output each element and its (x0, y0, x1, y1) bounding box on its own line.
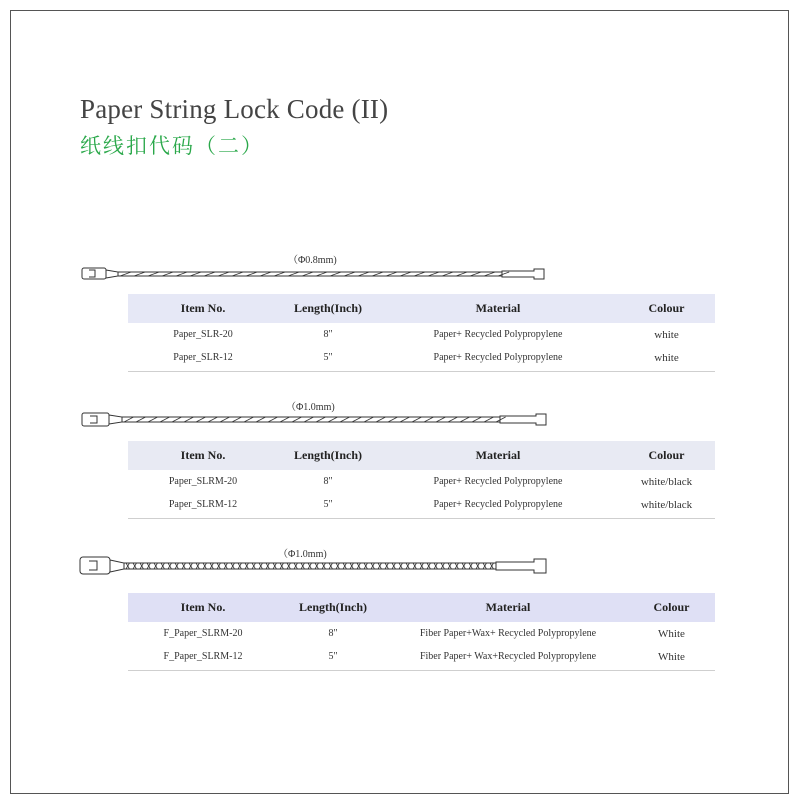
cell-length: 8" (323, 476, 333, 487)
spec-table-1 (128, 294, 715, 372)
cell-length: 5" (323, 499, 333, 510)
table-bottom-rule (128, 371, 715, 372)
cell-colour: white (654, 328, 679, 341)
cell-material: Fiber Paper+ Wax+Recycled Polypropylene (419, 651, 597, 662)
cell-item-no: Paper_SLRM-12 (168, 499, 238, 510)
header-item-no: Item No. (180, 301, 226, 315)
page-subtitle: 纸线扣代码（二） (80, 134, 264, 158)
cell-material: Paper+ Recycled Polypropylene (433, 352, 563, 363)
diameter-label-1: （Φ0.8mm) (288, 255, 337, 266)
diameter-label-2: （Φ1.0mm) (286, 402, 335, 413)
table-bottom-rule (128, 670, 715, 671)
cell-item-no: Paper_SLR-12 (173, 352, 233, 363)
cell-material: Fiber Paper+Wax+ Recycled Polypropylene (419, 628, 597, 639)
page-title: Paper String Lock Code (II) (80, 94, 389, 124)
cell-length: 8" (323, 329, 333, 340)
table-row (128, 622, 715, 645)
cell-colour: White (658, 650, 685, 663)
cell-material: Paper+ Recycled Polypropylene (433, 476, 563, 487)
cell-material: Paper+ Recycled Polypropylene (433, 329, 563, 340)
string-lock-illustration-2 (82, 413, 546, 426)
table-row (128, 346, 715, 369)
table-bottom-rule (128, 518, 715, 519)
cell-material: Paper+ Recycled Polypropylene (433, 499, 563, 510)
cell-colour: white/black (640, 475, 693, 488)
table-row (128, 323, 715, 346)
cell-colour: White (658, 627, 685, 640)
header-material: Material (475, 301, 521, 315)
table-row (128, 470, 715, 493)
cell-length: 8" (328, 628, 338, 639)
cell-length: 5" (328, 651, 338, 662)
string-lock-illustration-1 (82, 268, 544, 279)
table-header (128, 294, 715, 323)
cell-item-no: F_Paper_SLRM-12 (163, 651, 243, 662)
spec-table-3 (128, 593, 715, 671)
cell-colour: white (654, 351, 679, 364)
table-header (128, 441, 715, 470)
header-length: Length(Inch) (293, 448, 362, 462)
cell-item-no: Paper_SLRM-20 (168, 476, 238, 487)
table-header (128, 593, 715, 622)
header-item-no: Item No. (180, 448, 226, 462)
header-length: Length(Inch) (293, 301, 362, 315)
header-length: Length(Inch) (298, 600, 367, 614)
cell-item-no: F_Paper_SLRM-20 (163, 628, 243, 639)
table-row (128, 493, 715, 516)
header-colour: Colour (648, 448, 685, 462)
header-colour: Colour (648, 301, 685, 315)
header-colour: Colour (653, 600, 690, 614)
spec-table-2 (128, 441, 715, 519)
cell-item-no: Paper_SLR-20 (173, 329, 233, 340)
header-material: Material (485, 600, 531, 614)
cell-length: 5" (323, 352, 333, 363)
header-material: Material (475, 448, 521, 462)
table-row (128, 645, 715, 668)
cell-colour: white/black (640, 498, 693, 511)
diameter-label-3: （Φ1.0mm) (278, 549, 327, 560)
header-item-no: Item No. (180, 600, 226, 614)
